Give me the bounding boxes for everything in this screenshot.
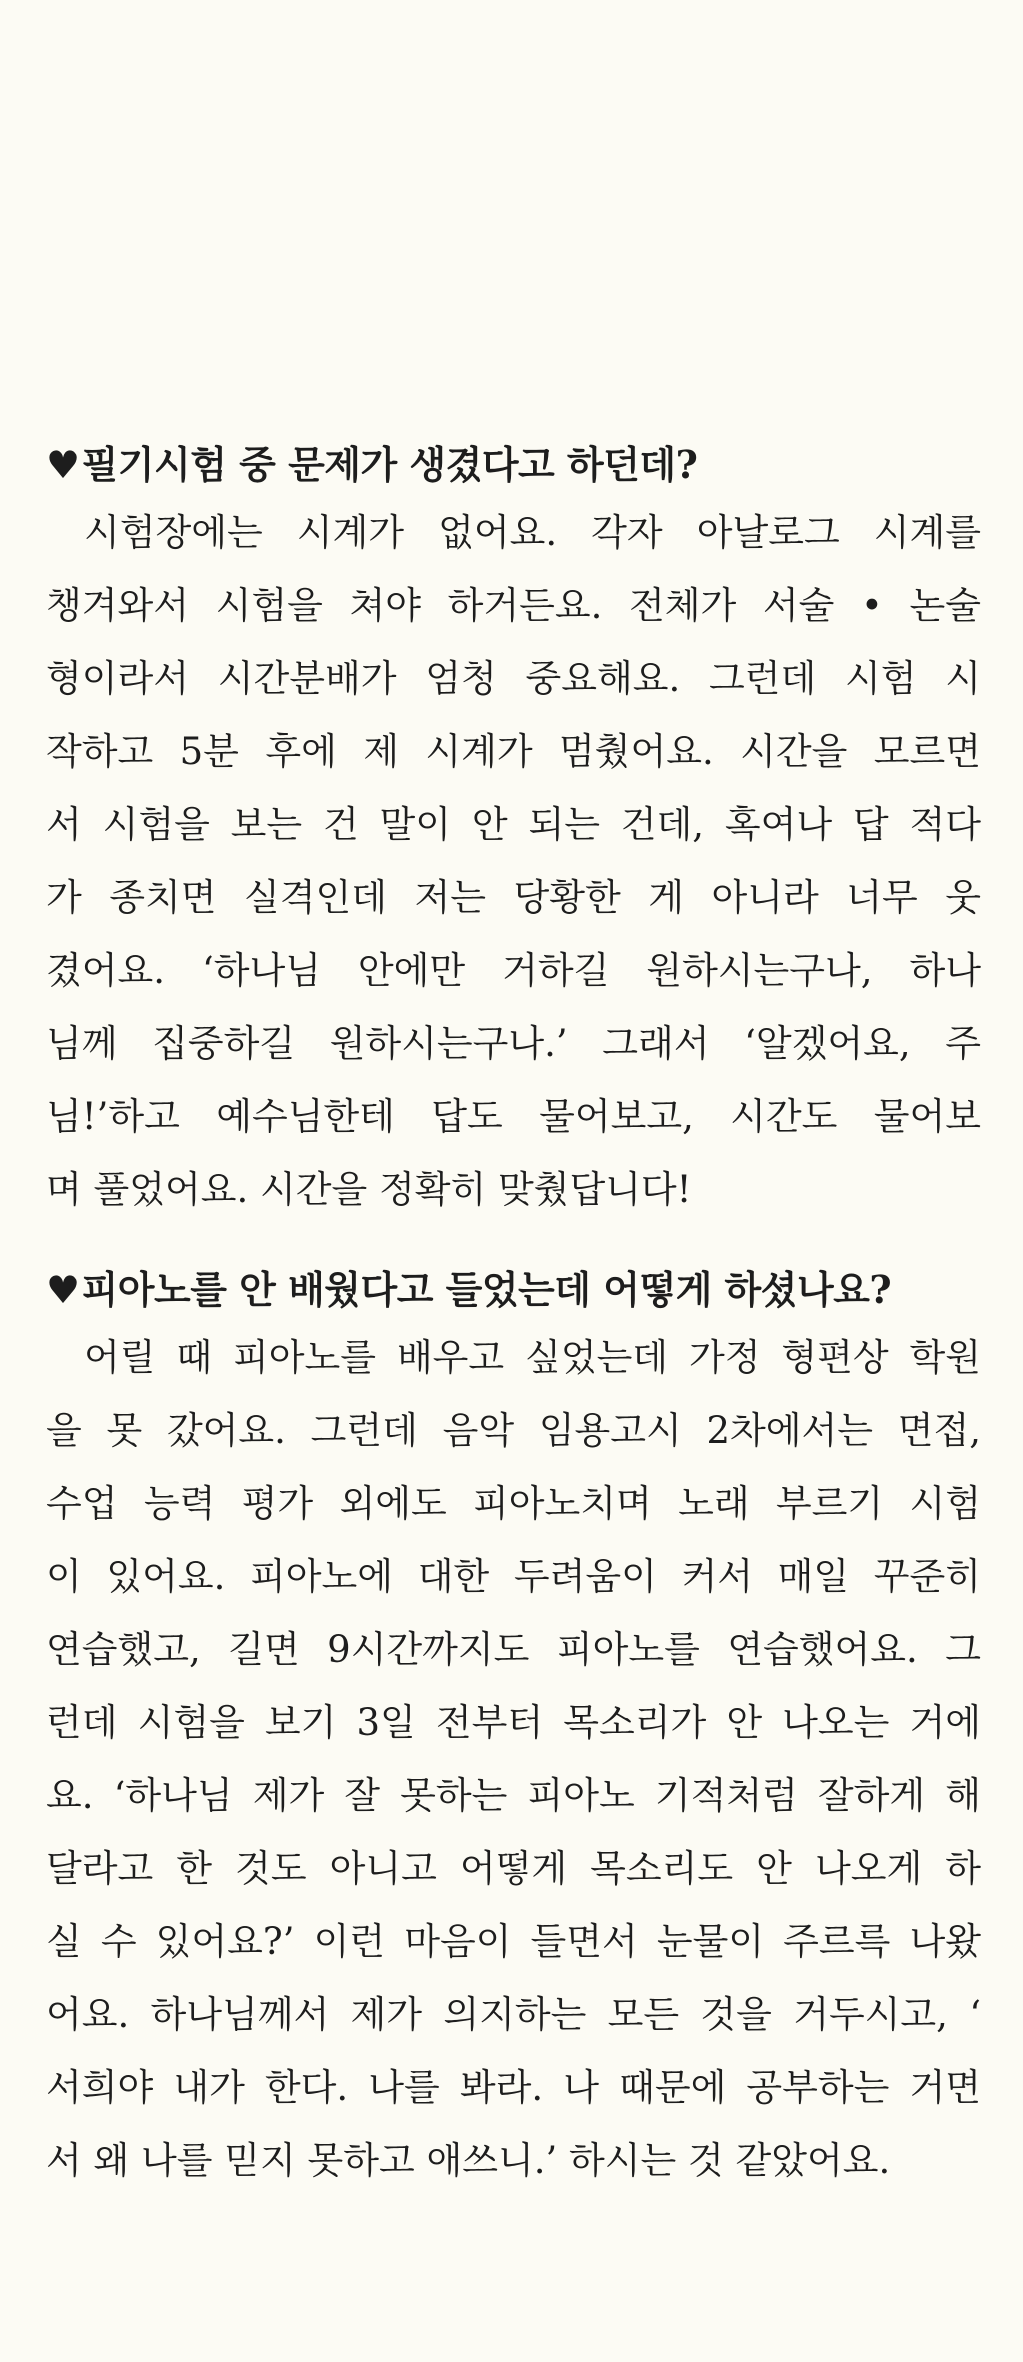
section-heading [46,440,981,496]
paragraph-line: 님!’하고 예수님한테 답도 물어보고, 시간도 물어보 [46,1095,981,1138]
paragraph-line: 요. ‘하나님 제가 잘 못하는 피아노 기적처럼 잘하게 해 [46,1774,981,1817]
qa-section-exam-problem [46,440,981,1226]
paragraph-line: 런데 시험을 보기 3일 전부터 목소리가 안 나오는 거에 [46,1701,981,1744]
paragraph-line: 을 못 갔어요. 그런데 음악 임용고시 2차에서는 면접, [46,1409,981,1452]
section-heading [46,1265,981,1321]
qa-section-piano [46,1265,981,2197]
paragraph-line: 어요. 하나님께서 제가 의지하는 모든 것을 거두시고, ‘ [46,1993,981,2036]
paragraph-line: 달라고 한 것도 아니고 어떻게 목소리도 안 나오게 하 [46,1847,981,1890]
paragraph-line: 서 시험을 보는 건 말이 안 되는 건데, 혹여나 답 적다 [46,803,981,846]
paragraph-line: 연습했고, 길면 9시간까지도 피아노를 연습했어요. 그 [46,1628,981,1671]
paragraph-line: 수업 능력 평가 외에도 피아노치며 노래 부르기 시험 [46,1482,981,1525]
heading-text: 피아노를 안 배웠다고 들었는데 어떻게 하셨나요? [81,1267,892,1312]
paragraph-line: 며 풀었어요. 시간을 정확히 맞췄답니다! [46,1168,692,1211]
heart-icon: ♥ [46,442,80,487]
heading-text: 필기시험 중 문제가 생겼다고 하던데? [81,442,698,487]
paragraph-line: 챙겨와서 시험을 쳐야 하거든요. 전체가 서술 • 논술 [46,584,981,627]
paragraph-line: 서희야 내가 한다. 나를 봐라. 나 때문에 공부하는 거면 [46,2066,981,2109]
paragraph-line: 서 왜 나를 믿지 못하고 애쓰니.’ 하시는 것 같았어요. [46,2139,891,2182]
paragraph-line: 가 종치면 실격인데 저는 당황한 게 아니라 너무 웃 [46,876,981,919]
paragraph-line: 이 있어요. 피아노에 대한 두려움이 커서 매일 꾸준히 [46,1555,981,1598]
answer-paragraph [46,496,981,1226]
heart-icon: ♥ [46,1267,80,1312]
answer-paragraph [46,1321,981,2197]
paragraph-line: 님께 집중하길 원하시는구나.’ 그래서 ‘알겠어요, 주 [46,1022,981,1065]
paragraph-line: 작하고 5분 후에 제 시계가 멈췄어요. 시간을 모르면 [46,730,981,773]
paragraph-line: 시험장에는 시계가 없어요. 각자 아날로그 시계를 [84,511,981,554]
paragraph-line: 실 수 있어요?’ 이런 마음이 들면서 눈물이 주르륵 나왔 [46,1920,981,1963]
paragraph-line: 형이라서 시간분배가 엄청 중요해요. 그런데 시험 시 [46,657,981,700]
paragraph-line: 겼어요. ‘하나님 안에만 거하길 원하시는구나, 하나 [46,949,981,992]
paragraph-line: 어릴 때 피아노를 배우고 싶었는데 가정 형편상 학원 [84,1336,981,1379]
